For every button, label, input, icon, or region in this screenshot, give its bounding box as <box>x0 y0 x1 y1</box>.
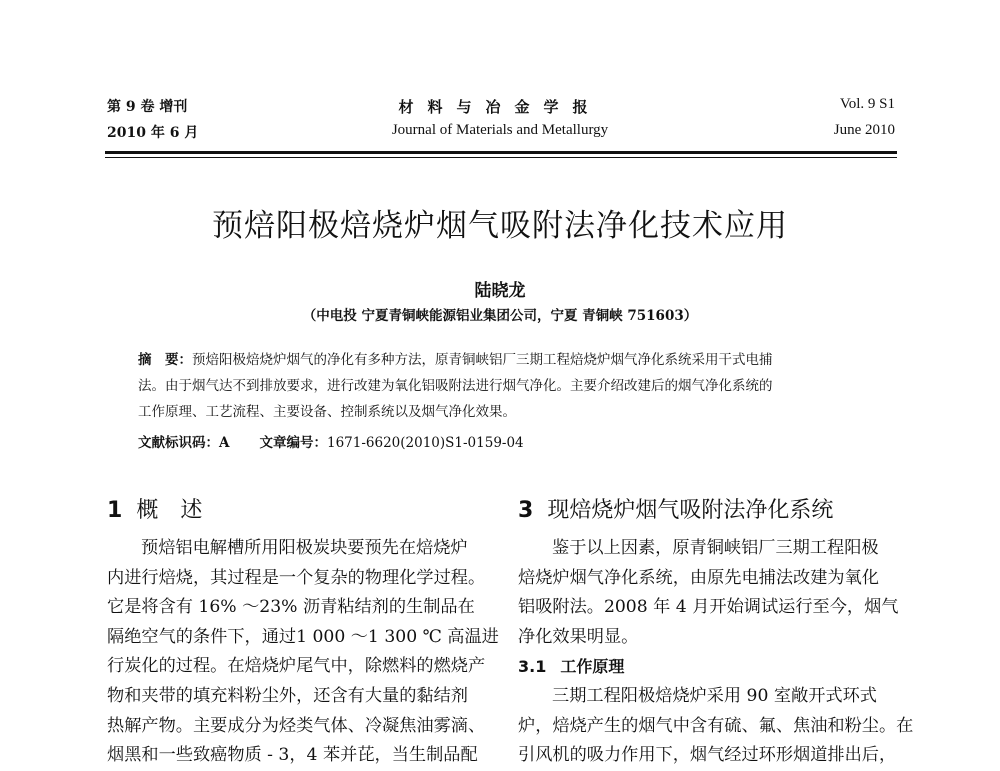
paragraph-line: 净化效果明显。 <box>518 626 639 647</box>
journal-name-en: Journal of Materials and Metallurgy <box>391 122 609 138</box>
abstract-line: 摘 要：预焙阳极焙烧炉烟气的净化有多种方法，原青铜峡铝厂三期工程焙烧炉烟气净化系统采用干式电捕 <box>138 352 773 368</box>
article-author: 陆晓龙 <box>474 281 526 301</box>
paragraph-line: 引风机的吸力作用下，烟气经过环形烟道排出后， <box>518 745 897 766</box>
section-3-heading <box>518 493 833 524</box>
section-1-title: 概述 <box>136 498 225 523</box>
section-1-heading <box>107 493 224 524</box>
section-1-number: 1 <box>107 498 123 523</box>
journal-date-cn: 2010 年 6 月 <box>107 125 199 141</box>
paragraph-line: 内进行焙烧，其过程是一个复杂的物理化学过程。 <box>107 567 486 588</box>
abstract <box>138 347 865 425</box>
abstract-label: 摘 要： <box>138 352 192 368</box>
paragraph-line: 预焙铝电解槽所用阳极炭块要预先在焙烧炉 <box>141 538 468 558</box>
doc-code-label: 文献标识码： <box>138 435 219 451</box>
left-column <box>107 534 499 771</box>
journal-volume-cn: 第 9 卷 增刊 <box>107 99 188 115</box>
header-rule-thin <box>105 157 897 158</box>
paragraph-line: 焙烧炉烟气净化系统，由原先电捕法改建为氧化 <box>518 567 879 588</box>
section-3-number: 3 <box>518 498 534 523</box>
paragraph-line: 隔绝空气的条件下，通过1 000 ～1 300 ℃ 高温进 <box>107 626 499 647</box>
section-3-title: 现焙烧炉烟气吸附法净化系统 <box>547 498 834 523</box>
document-codes <box>138 431 524 451</box>
journal-name-cn: 材料与冶金学报 <box>398 98 602 116</box>
paragraph-line: 热解产物。主要成分为烃类气体、冷凝焦油雾滴、 <box>107 715 486 736</box>
abstract-line: 工作原理、工艺流程、主要设备、控制系统以及烟气净化效果。 <box>138 404 516 420</box>
paragraph-line: 行炭化的过程。在焙烧炉尾气中，除燃料的燃烧产 <box>107 656 486 677</box>
abstract-line: 法。由于烟气达不到排放要求，进行改建为氧化铝吸附法进行烟气净化。主要介绍改建后的烟气净化系统的 <box>138 378 773 394</box>
paragraph-line: 铝吸附法。2008 年 4 月开始调试运行至今，烟气 <box>518 597 899 618</box>
subsection-number: 3.1 <box>518 657 547 677</box>
paragraph-line: 它是将含有 16% ～23% 沥青粘结剂的生制品在 <box>107 597 475 618</box>
subsection-title: 工作原理 <box>560 657 625 677</box>
header-rule-thick <box>105 151 897 154</box>
paragraph-line: 三期工程阳极焙烧炉采用 90 室敞开式环式 <box>552 685 877 706</box>
right-column <box>518 534 914 771</box>
journal-volume-en: Vol. 9 S1 <box>839 96 895 112</box>
paragraph-line: 烟黑和一些致癌物质 - 3，4 苯并芘，当生制品配 <box>107 745 478 766</box>
article-title: 预焙阳极焙烧炉烟气吸附法净化技术应用 <box>212 208 788 244</box>
article-no: 1671-6620(2010)S1-0159-04 <box>326 435 524 451</box>
subsection-3-1-heading <box>518 652 895 682</box>
journal-date-en: June 2010 <box>833 122 895 138</box>
paragraph-line: 物和夹带的填充料粉尘外，还含有大量的黏结剂 <box>107 685 468 706</box>
article-affiliation: （中电投 宁夏青铜峡能源铝业集团公司，宁夏 青铜峡 751603） <box>302 308 698 324</box>
article-no-label: 文章编号： <box>259 435 327 451</box>
paragraph-line: 鉴于以上因素，原青铜峡铝厂三期工程阳极 <box>552 538 879 558</box>
paragraph-line: 炉，焙烧产生的烟气中含有硫、氟、焦油和粉尘。在 <box>518 715 914 736</box>
doc-code: A <box>219 435 230 451</box>
